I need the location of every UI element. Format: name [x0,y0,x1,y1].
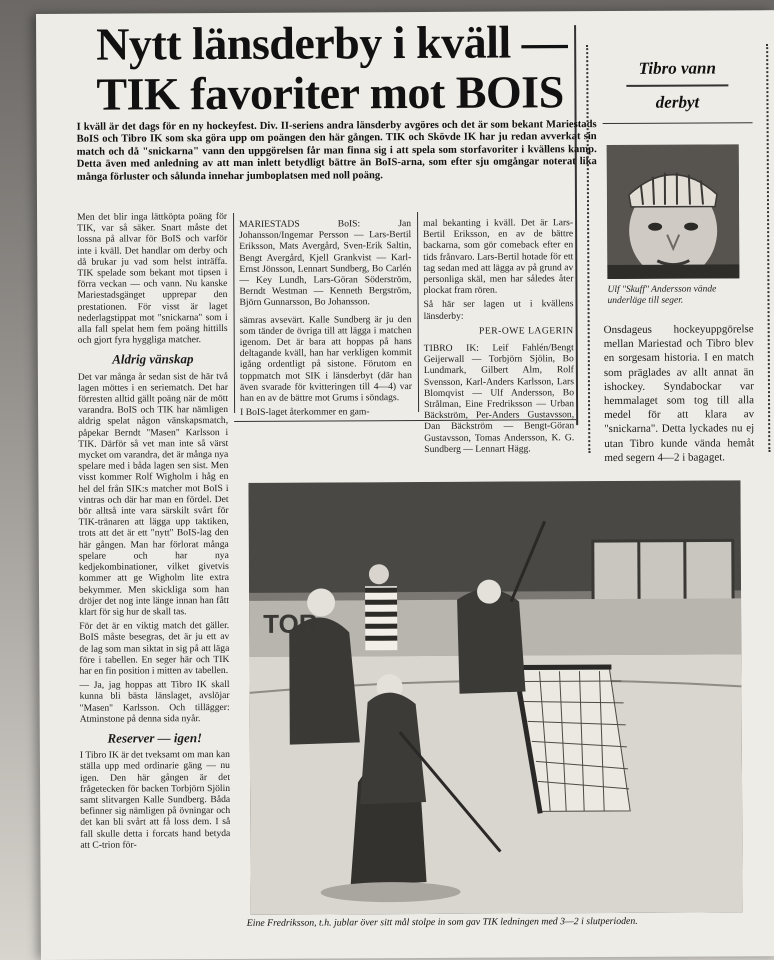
hockey-photo [248,480,742,915]
paragraph: sämras avsevärt. Kalle Sundberg är ju den som tänder de övriga till att lägga i matchen igenom. Det är bara att hoppas på hans deltagande kväll, han har verkligen kommit igång ordentligt på sistone. Förutom en toppmatch mot SIK i länsderbyt (där han även svarade för kvitteringen till 4—4) var han en av de bättre mot Grums i söndags. [239,313,412,404]
headline-line-2: TIK favoriter mot BOIS [96,66,564,120]
sidebar-article: Onsdageus hockeyuppgörelse mellan Mariestad och Tibro blev en sorgesam historia. I en match som präglades av allt annat än ishockey. Syndabockar var hemmalaget som tog till alla medel för att klara av "snickarna". Detta lyckades nu ej utan Tibro kunde vända hemåt med segern 4—2 i bagaget. [603,323,755,464]
article-column-middle [239,218,412,418]
newspaper-clipping [36,10,774,960]
sidebar-rule [603,122,753,124]
player-portrait [607,144,740,279]
subheading: Reserver — igen! [107,730,203,746]
photo-caption: Eine Fredriksson, t.h. jublar över sitt mål stolpe in som gav TIK ledningen med 3—2 i slutperioden. [246,915,638,929]
sidebar-rule [626,84,728,86]
paragraph: I Tibro IK är det tveksamt om man kan ställa upp med ordinarie gäng — nu igen. Den här gången är det frågetecken för backen Torbjörn Sjölin samt slitvargen Kalle Sundberg. Båda befinner sig nämligen på övningar och det kan bli svårt att få loss dem. I så fall skulle detta i forcats hand betyda att C-trion för- [79,749,231,851]
paragraph: Så här ser lagen ut i kvällens länsderby: [423,298,574,322]
headline-line-1: Nytt länsderby i kväll — [96,16,568,70]
article-column-right [423,217,574,455]
svg-text:TOR: TOR [263,608,318,639]
paragraph: För det är en viktig match det gäller. BoIS måste besegras, det är ju ett av de lag som man siktat in sig på att läga före i tabellen. En seger här och TIK har en fin position i mitten av tabellen. [79,620,230,677]
paragraph: Det var många år sedan sist de här två lagen möttes i en seriematch. Det har förresten alltid gällt poäng när de mött varandra. BoIS och TIK har nämligen aldrig spelat någon vänskapsmatch, påpekar Berndt "Masen" Karlsson i TIK. Därför så vet man inte så värst mycket om varandra, det är många nya spelare med i båda lagen sen sist. Men visst kommer Rolf Wigholm i håg en hel del från SIK:s matcher mot BoIS i vintras och där har man en fördel. Det bör alltså inte vara särskilt svårt för TIK-tränaren att lägga upp taktiken, trots att det är ett "nytt" BoIS-lag den här gången. Man har förlorat många spelare och har nya kedjekombinationer, vilket givetvis kommer att ge Wigholm lite extra bekymmer. Men skickliga som han dröjer det nog inte länge innan han fått klart för sig hur de skall tas. [77,370,230,618]
headline [96,16,586,120]
column-divider [233,213,235,413]
lineup-bois: MARIESTADS BoIS: Jan Johansson/Ingemar Persson — Lars-Bertil Eriksson, Mats Avergård, Sven-Erik Saltin, Bengt Avergård, Kjell Grankvist — Karl-Ernst Jönsson, Lennart Sundberg, Bo Carlén — Key Lundh, Lars-Göran Söderström, Berndt Westman — Kenneth Bergström, Björn Gunnarsson, Bo Johansson. [239,218,412,309]
article-lead: I kväll är det dags för en ny hockeyfest. Div. II-seriens andra länsderby avgöres och det är som bekant Mariestads BoIS och Tibro IK som ska göra upp om poängen den här gången. TIK och Skövde IK har ju redan avverkat sin match och då "snickarna" vann den uppgörelsen får man finna sig i att spela som storfavoriter i kvällens kamp. Detta även med anledning av att man inlett betydligt bättre än BoIS-arna, som efter sju omgångar noterat lika många förluster och sålunda innehar jumboplatsen med noll poäng. [76,119,597,183]
paragraph: — Ja, jag hoppas att Tibro IK skall kunna bli bästa länslaget, avslöjar "Masen" Karlsson. Och tillägger: Atminstone på denna sida nyår. [79,679,230,725]
portrait-caption: Ulf "Skuff" Andersson vände underläge till seger. [607,284,717,307]
column-divider [417,212,419,412]
sidebar-title-line-2: derbyt [655,92,700,112]
author-signature: PER-OWE LAGERIN [478,325,574,337]
subheading: Aldrig vänskap [112,351,194,368]
portrait-image [607,144,740,279]
paragraph: I BoIS-laget återkommer en gam- [240,406,370,419]
sidebar-title-line-1: Tibro vann [638,58,716,78]
article-column-left [77,211,230,851]
sidebar-box [586,44,770,464]
paragraph: Men det blir inga lättköpta poäng för TIK, var så säker. Snart måste det lossna på allvar för BoIS och varför inte i kväll. Det handlar om derby och då brukar ju vad som helst inträffa. TIK spelade som bekant mot tipsen i förra veckan — och vann. Nu kanske Mariestadsgänget upprepar den prestationen. För visst är laget nederlagstippat mot "snickarna" som i alla fall spelat hem fem poäng hittills och gjort fyra hyggliga matcher. [77,211,228,347]
hockey-scene [248,480,742,915]
paragraph: mal bekanting i kväll. Det är Lars-Bertil Eriksson, en av de bättre backarna, som gör comeback efter en tids frånvaro. Lars-Bertil hotade för ett tag sedan med att lägga av på grund av personliga skäl, men har således åter plockat fram rören. [423,217,574,297]
lineup-tibro: TIBRO IK: Leif Fahlén/Bengt Geijerwall — Torbjörn Sjölin, Bo Lundmark, Gilbert Alm, Rolf Svensson, Karl-Anders Karlsson, Lars Blomqvist — Ulf Andersson, Bo Strålman, Eine Fredriksson — Urban Bäckström, Per-Anders Gustavsson, Dan Bäckström — Bengt-Göran Gustavsson, Tomas Andersson, K. G. Sundberg — Lennart Hägg. [423,342,575,455]
